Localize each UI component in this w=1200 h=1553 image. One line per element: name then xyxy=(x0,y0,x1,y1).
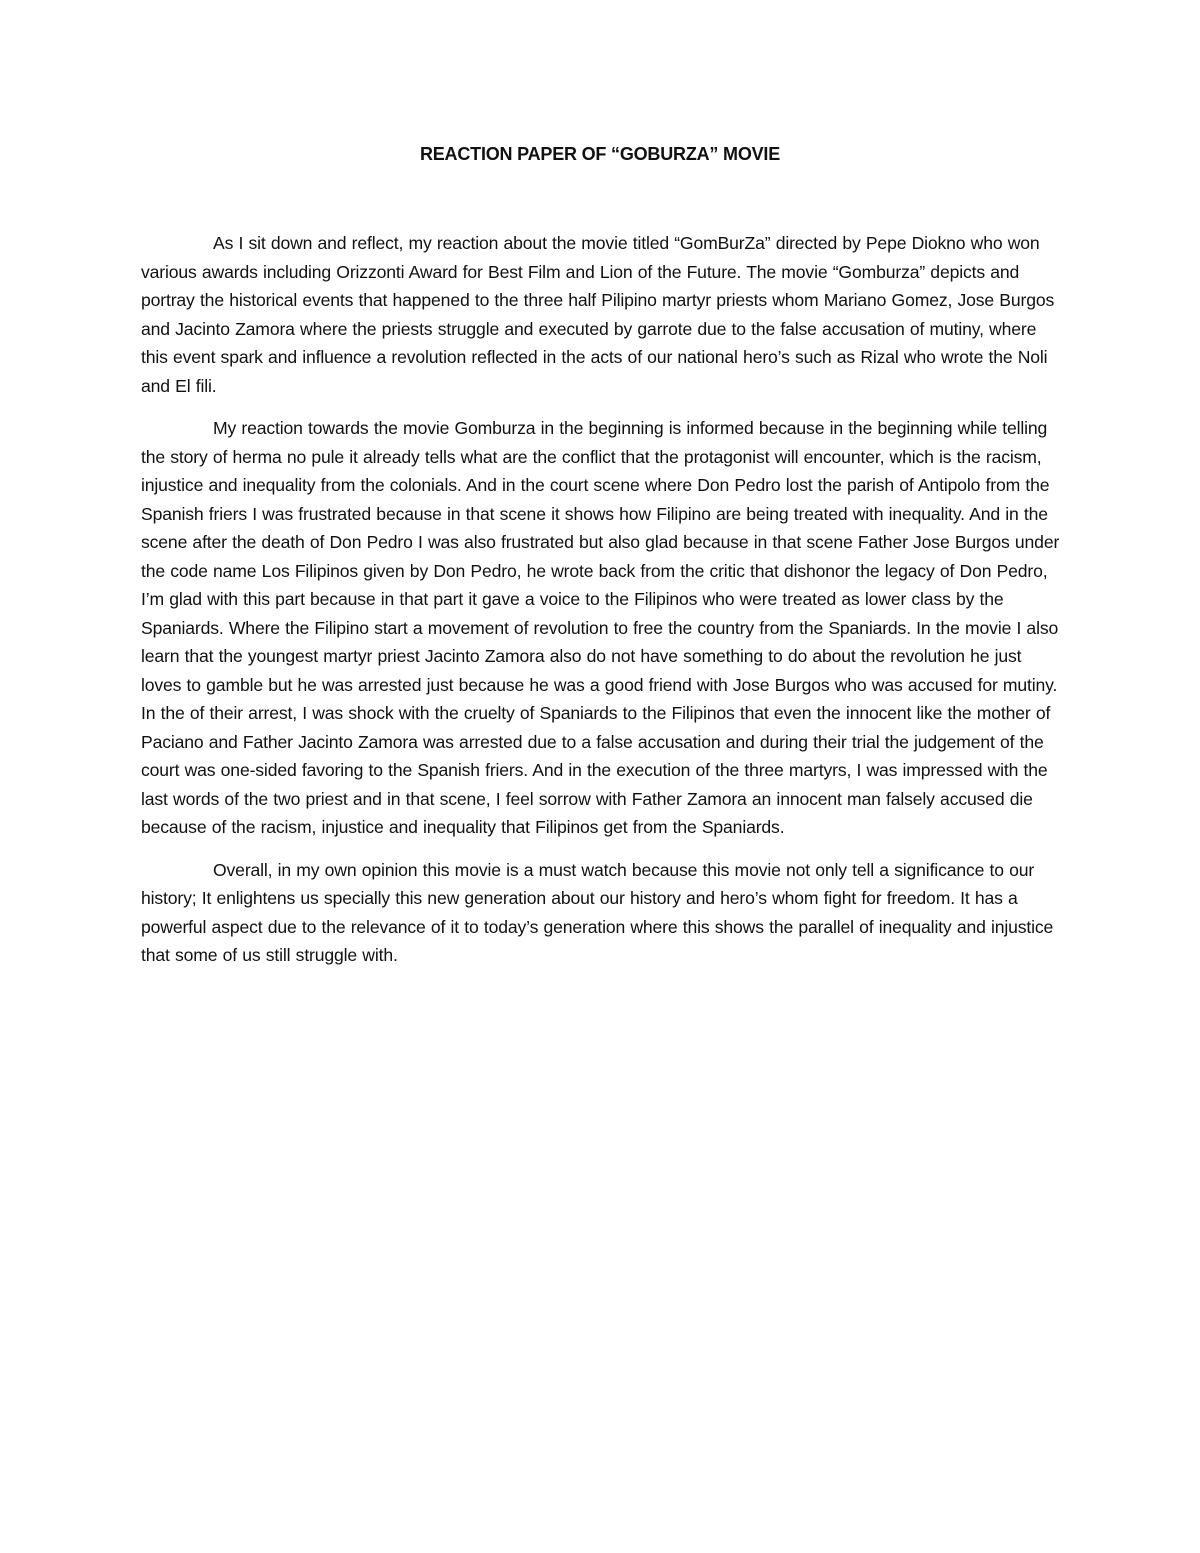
document-body xyxy=(141,229,1062,984)
document-title: REACTION PAPER OF “GOBURZA” MOVIE xyxy=(419,144,781,164)
paragraph-conclusion: Overall, in my own opinion this movie is a must watch because this movie not only tell a significance to our history; It enlightens us specially this new generation about our history and hero’s whom fight for freedom. It has a powerful aspect due to the relevance of it to today’s generation where this shows the parallel of inequality and injustice that some of us still struggle with. xyxy=(141,859,1054,965)
paragraph-introduction: As I sit down and reflect, my reaction about the movie titled “GomBurZa” directed by Pepe Diokno who won various awards including Orizzonti Award for Best Film and Lion of the Future. The movie “Gomburza” depicts and portray the historical events that happened to the three half Pilipino martyr priests whom Mariano Gomez, Jose Burgos and Jacinto Zamora where the priests struggle and executed by garrote due to the false accusation of mutiny, where this event spark and influence a revolution reflected in the acts of our national hero’s such as Rizal who wrote the Noli and El fili. xyxy=(141,233,1055,396)
paragraph-reaction: My reaction towards the movie Gomburza in the beginning is informed because in the beginning while telling the story of herma no pule it already tells what are the conflict that the protagonist will encounter, which is the racism, injustice and inequality from the colonials. And in the court scene where Don Pedro lost the parish of Antipolo from the Spanish friers I was frustrated because in that scene it shows how Filipino are being treated with inequality. And in the scene after the death of Don Pedro I was also frustrated but also glad because in that scene Father Jose Burgos under the code name Los Filipinos given by Don Pedro, he wrote back from the critic that dishonor the legacy of Don Pedro, I’m glad with this part because in that part it gave a voice to the Filipinos who were treated as lower class by the Spaniards. Where the Filipino start a movement of revolution to free the country from the Spaniards. In the movie I also learn that the youngest martyr priest Jacinto Zamora also do not have something to do about the revolution he just loves to gamble but he was arrested just because he was a good friend with Jose Burgos who was accused for mutiny. In the of their arrest, I was shock with the cruelty of Spaniards to the Filipinos that even the innocent like the mother of Paciano and Father Jacinto Zamora was arrested due to a false accusation and during their trial the judgement of the court was one-sided favoring to the Spanish friers. And in the execution of the three martyrs, I was impressed with the last words of the two priest and in that scene, I feel sorrow with Father Zamora an innocent man falsely accused die because of the racism, injustice and inequality that Filipinos get from the Spaniards. xyxy=(141,418,1060,837)
